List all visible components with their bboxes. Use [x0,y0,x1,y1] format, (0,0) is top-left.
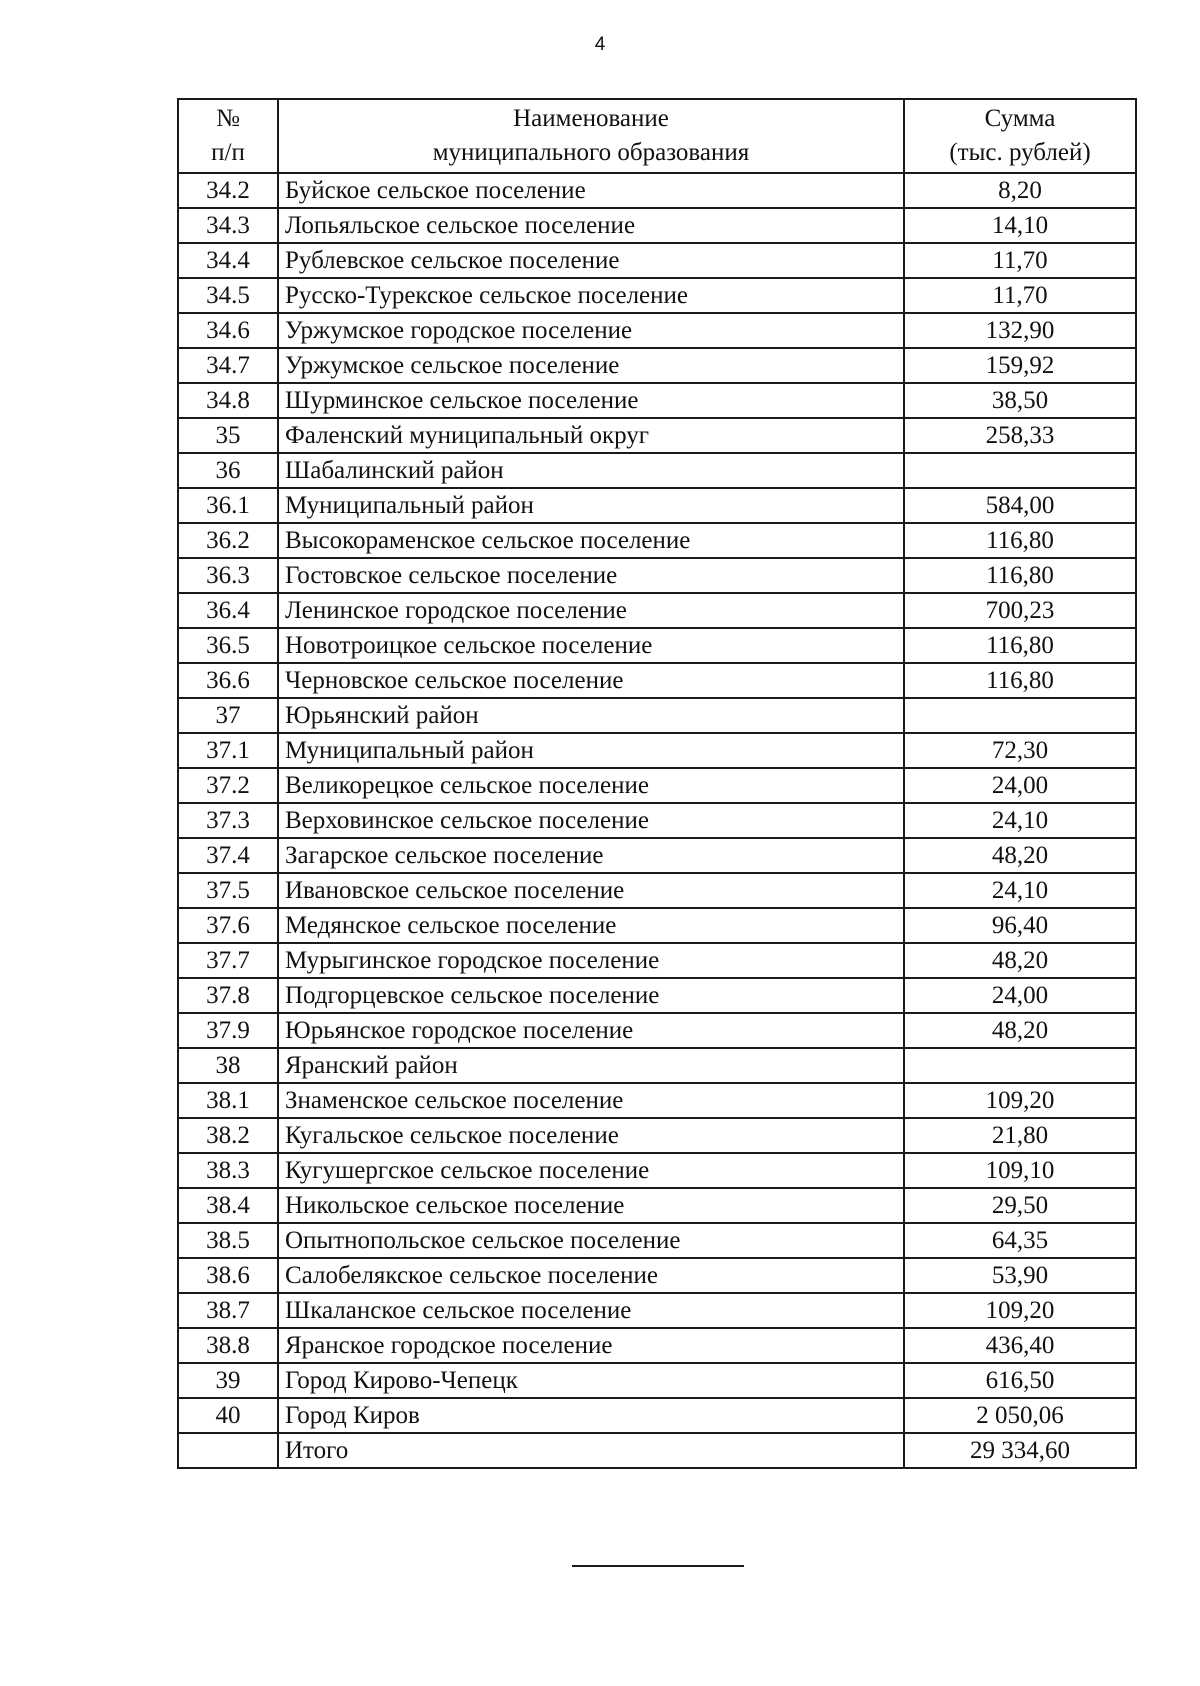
amount: 584,00 [904,488,1136,523]
row-number: 37.5 [178,873,278,908]
table-row [178,1013,1136,1048]
municipality-name: Итого [278,1433,904,1468]
amount: 96,40 [904,908,1136,943]
allocation-table [177,98,1137,1469]
amount: 24,10 [904,873,1136,908]
row-number: 34.3 [178,208,278,243]
table-header [178,99,1136,173]
row-number: 38.4 [178,1188,278,1223]
amount: 53,90 [904,1258,1136,1293]
table-row [178,1258,1136,1293]
row-number: 34.5 [178,278,278,313]
table-row [178,1398,1136,1433]
municipality-name: Салобелякское сельское поселение [278,1258,904,1293]
end-of-document-rule [572,1565,744,1567]
row-number: 37.3 [178,803,278,838]
municipality-name: Муниципальный район [278,733,904,768]
table-row [178,1433,1136,1468]
table-row [178,803,1136,838]
table-row [178,1328,1136,1363]
municipality-name: Муниципальный район [278,488,904,523]
municipality-name: Шурминское сельское поселение [278,383,904,418]
table-row [178,173,1136,208]
municipality-name: Шкаланское сельское поселение [278,1293,904,1328]
amount [904,698,1136,733]
table-row [178,873,1136,908]
municipality-name: Уржумское городское поселение [278,313,904,348]
row-number: 36 [178,453,278,488]
amount: 29,50 [904,1188,1136,1223]
row-number: 36.2 [178,523,278,558]
amount: 48,20 [904,943,1136,978]
municipality-name: Кугушергское сельское поселение [278,1153,904,1188]
row-number: 37 [178,698,278,733]
row-number: 38.2 [178,1118,278,1153]
row-number: 37.2 [178,768,278,803]
municipality-name: Кугальское сельское поселение [278,1118,904,1153]
header-row [178,99,1136,173]
table-row [178,978,1136,1013]
table-row [178,628,1136,663]
table-row [178,593,1136,628]
row-number: 36.3 [178,558,278,593]
row-number: 39 [178,1363,278,1398]
table-row [178,1188,1136,1223]
table-row [178,313,1136,348]
row-number: 38.7 [178,1293,278,1328]
amount: 2 050,06 [904,1398,1136,1433]
amount: 24,10 [904,803,1136,838]
row-number: 36.1 [178,488,278,523]
row-number [178,1433,278,1468]
amount: 700,23 [904,593,1136,628]
header-name [278,99,904,173]
table-row [178,1083,1136,1118]
municipality-name: Знаменское сельское поселение [278,1083,904,1118]
row-number: 40 [178,1398,278,1433]
amount: 11,70 [904,278,1136,313]
header-name-line1: Наименование [513,105,669,132]
amount: 48,20 [904,1013,1136,1048]
table-row [178,663,1136,698]
row-number: 38.1 [178,1083,278,1118]
table-row [178,558,1136,593]
municipality-name: Черновское сельское поселение [278,663,904,698]
municipality-name: Город Киров [278,1398,904,1433]
row-number: 37.8 [178,978,278,1013]
municipality-name: Загарское сельское поселение [278,838,904,873]
municipality-name: Мурыгинское городское поселение [278,943,904,978]
row-number: 38.3 [178,1153,278,1188]
table-row [178,1118,1136,1153]
page-number: 4 [594,34,606,55]
row-number: 37.4 [178,838,278,873]
municipality-name: Никольское сельское поселение [278,1188,904,1223]
municipality-name: Верховинское сельское поселение [278,803,904,838]
header-number-line1: № [216,105,240,132]
row-number: 34.4 [178,243,278,278]
header-sum [904,99,1136,173]
municipality-name: Юрьянское городское поселение [278,1013,904,1048]
amount: 64,35 [904,1223,1136,1258]
row-number: 36.6 [178,663,278,698]
municipality-name: Уржумское сельское поселение [278,348,904,383]
municipality-name: Яранское городское поселение [278,1328,904,1363]
table-row [178,943,1136,978]
municipality-name: Подгорцевское сельское поселение [278,978,904,1013]
table-row [178,838,1136,873]
municipality-name: Высокораменское сельское поселение [278,523,904,558]
municipality-name: Буйское сельское поселение [278,173,904,208]
municipality-name: Ивановское сельское поселение [278,873,904,908]
header-sum-line1: Сумма [984,105,1056,132]
table-row [178,278,1136,313]
municipality-name: Гостовское сельское поселение [278,558,904,593]
amount: 8,20 [904,173,1136,208]
row-number: 36.5 [178,628,278,663]
table-row [178,768,1136,803]
table-row [178,1223,1136,1258]
row-number: 37.1 [178,733,278,768]
table-row [178,908,1136,943]
amount: 11,70 [904,243,1136,278]
municipality-name: Рублевское сельское поселение [278,243,904,278]
amount: 109,10 [904,1153,1136,1188]
table-row [178,418,1136,453]
row-number: 38 [178,1048,278,1083]
municipality-name: Медянское сельское поселение [278,908,904,943]
amount: 29 334,60 [904,1433,1136,1468]
header-number-line2: п/п [211,139,245,166]
municipality-name: Город Кирово-Чепецк [278,1363,904,1398]
amount: 116,80 [904,663,1136,698]
row-number: 34.8 [178,383,278,418]
table-body [178,173,1136,1468]
table-row [178,1153,1136,1188]
amount: 436,40 [904,1328,1136,1363]
table-row [178,523,1136,558]
amount [904,1048,1136,1083]
municipality-name: Великорецкое сельское поселение [278,768,904,803]
table-row [178,383,1136,418]
municipality-name: Яранский район [278,1048,904,1083]
amount: 159,92 [904,348,1136,383]
municipality-name: Ленинское городское поселение [278,593,904,628]
header-number [178,99,278,173]
table-row [178,1363,1136,1398]
municipality-name: Фаленский муниципальный округ [278,418,904,453]
municipality-name: Опытнопольское сельское поселение [278,1223,904,1258]
amount: 109,20 [904,1083,1136,1118]
row-number: 36.4 [178,593,278,628]
amount: 109,20 [904,1293,1136,1328]
row-number: 37.6 [178,908,278,943]
row-number: 38.8 [178,1328,278,1363]
amount: 132,90 [904,313,1136,348]
municipality-name: Новотроицкое сельское поселение [278,628,904,663]
row-number: 37.9 [178,1013,278,1048]
table-row [178,698,1136,733]
table-row [178,208,1136,243]
amount: 24,00 [904,768,1136,803]
row-number: 38.5 [178,1223,278,1258]
amount: 24,00 [904,978,1136,1013]
amount: 616,50 [904,1363,1136,1398]
amount [904,453,1136,488]
row-number: 34.6 [178,313,278,348]
table-row [178,453,1136,488]
amount: 116,80 [904,558,1136,593]
row-number: 35 [178,418,278,453]
amount: 21,80 [904,1118,1136,1153]
row-number: 34.2 [178,173,278,208]
table-row [178,348,1136,383]
municipality-name: Лопьяльское сельское поселение [278,208,904,243]
amount: 258,33 [904,418,1136,453]
table-row [178,1048,1136,1083]
amount: 116,80 [904,628,1136,663]
amount: 116,80 [904,523,1136,558]
municipality-name: Русско-Турекское сельское поселение [278,278,904,313]
table-row [178,1293,1136,1328]
amount: 14,10 [904,208,1136,243]
municipality-name: Юрьянский район [278,698,904,733]
row-number: 38.6 [178,1258,278,1293]
table-row [178,488,1136,523]
amount: 48,20 [904,838,1136,873]
row-number: 34.7 [178,348,278,383]
header-sum-line2: (тыс. рублей) [949,139,1091,166]
municipality-name: Шабалинский район [278,453,904,488]
table-row [178,243,1136,278]
table-row [178,733,1136,768]
amount: 38,50 [904,383,1136,418]
row-number: 37.7 [178,943,278,978]
amount: 72,30 [904,733,1136,768]
header-name-line2: муниципального образования [432,139,750,166]
